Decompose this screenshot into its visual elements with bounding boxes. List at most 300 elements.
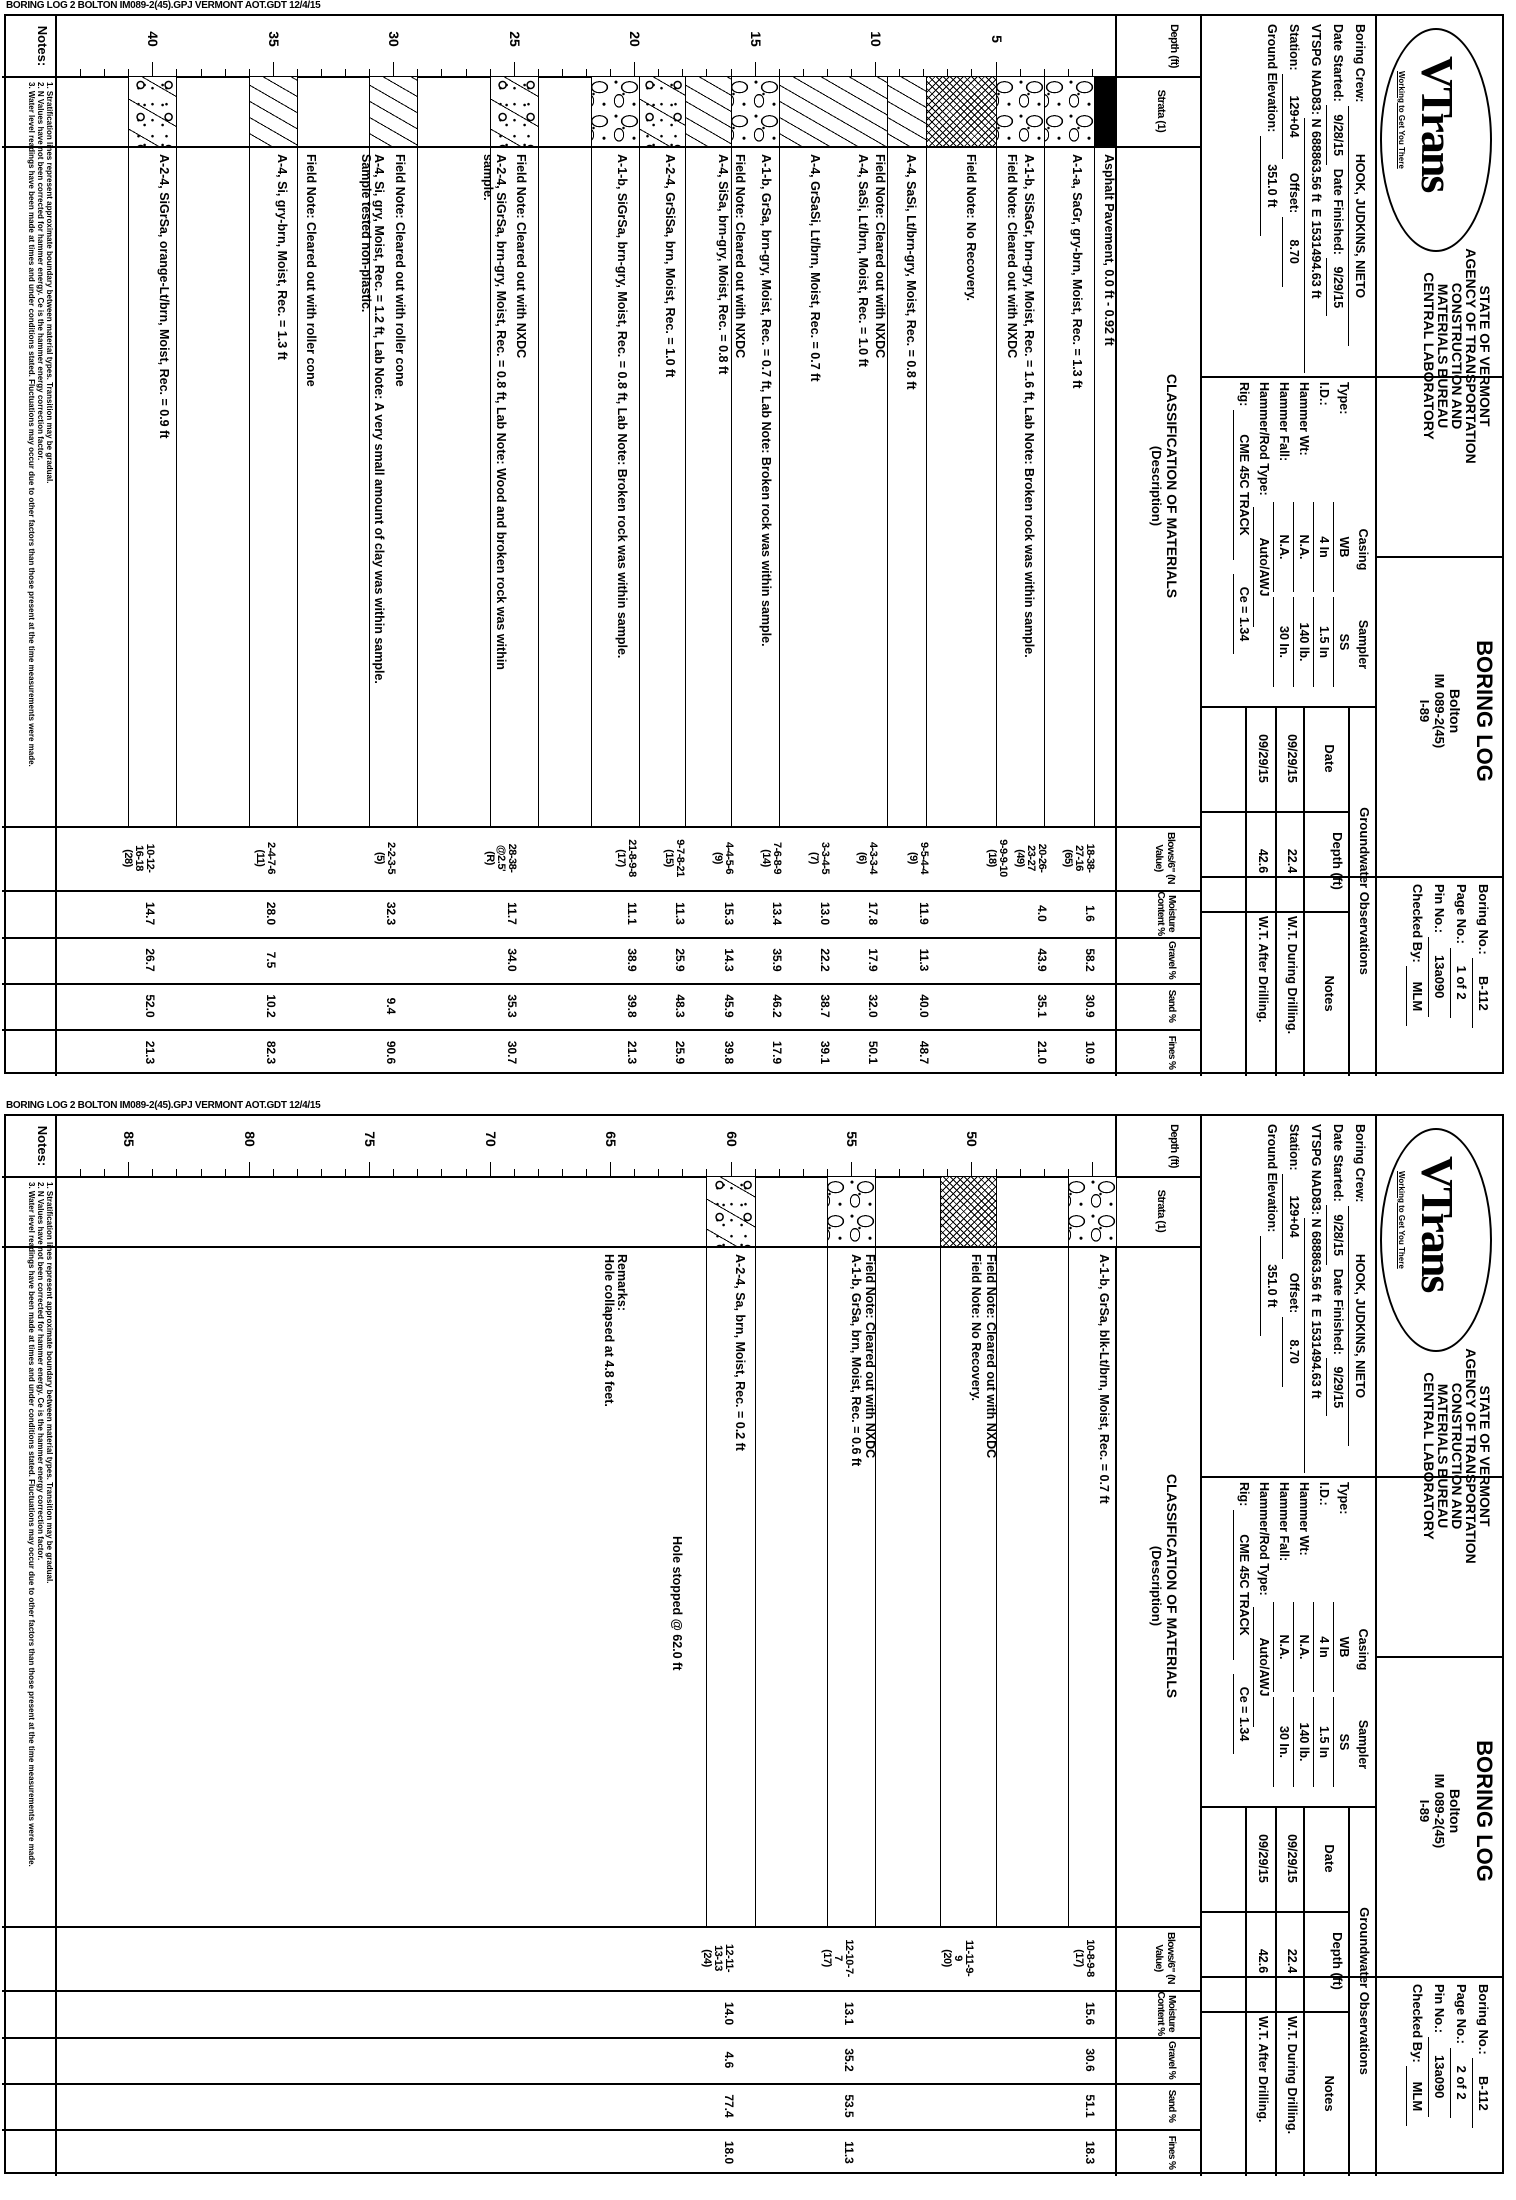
gw-depth-header: Depth (ft) xyxy=(1330,832,1345,890)
strata-boundary xyxy=(731,77,732,826)
northing-value: N 688863.56 ft xyxy=(1309,118,1323,202)
sample-moisture-value: 15.3 xyxy=(721,901,736,926)
checked-by-value: MLM xyxy=(1406,2066,1428,2126)
easting-value: E 1531494.63 ft xyxy=(1309,208,1323,299)
station-label: Station: xyxy=(1287,1124,1301,1171)
depth-tick xyxy=(393,1169,394,1176)
pin-no-label: Pin No.: xyxy=(1432,1984,1447,2034)
date-started-label: Date Started: xyxy=(1331,24,1345,102)
depth-tick xyxy=(466,69,467,76)
boring-no-value: B-112 xyxy=(1472,958,1494,1028)
sample-gravel-value: 17.9 xyxy=(866,948,881,972)
notes-label: Notes: xyxy=(35,25,50,67)
depth-tick-label: 70 xyxy=(482,1131,499,1147)
depth-tick xyxy=(947,1169,948,1176)
depth-tick-label: 50 xyxy=(964,1131,981,1147)
depth-tick xyxy=(851,69,852,76)
sample-gravel-value: 25.9 xyxy=(673,948,688,972)
footnotes: 1. Stratification lines represent approximate boundary between material types. Transition may be gradual. 2. N Values have not been corrected for hammer energy. Ce is the hammer energy correction factor. 3. Water level readings have been made at times and under conditions stated. Fluctuations may occur due to other factors than those present at the time measurements were made. xyxy=(27,82,54,767)
depth-tick-label: 75 xyxy=(362,1131,379,1147)
depth-tick xyxy=(803,69,804,76)
date-finished-label: Date Finished: xyxy=(1331,1268,1345,1355)
pin-no-value: 13a090 xyxy=(1428,2037,1450,2117)
sample-fines-value: 21.3 xyxy=(625,1040,640,1065)
pin-no-value: 13a090 xyxy=(1428,937,1450,1017)
type-label: Type: xyxy=(1337,382,1351,415)
depth-tick xyxy=(923,69,924,76)
checked-by-value: MLM xyxy=(1406,966,1428,1026)
depth-tick xyxy=(658,1169,659,1176)
sample-sand-value: 35.1 xyxy=(1034,994,1049,1018)
material-description: A-2-4, SiGrSa, orange-Lt/brn, Moist, Rec. = 0.9 ft xyxy=(157,154,172,439)
strata-boundary xyxy=(1094,77,1095,826)
boring-no-label: Boring No.: xyxy=(1476,1984,1491,2055)
ground-elevation-label: Ground Elevation: xyxy=(1265,24,1279,133)
boring-crew-label: Boring Crew: xyxy=(1353,24,1367,103)
strata-silt xyxy=(370,77,418,146)
depth-tick xyxy=(417,69,418,76)
depth-tick xyxy=(297,69,298,76)
depth-tick-label: 40 xyxy=(145,31,162,47)
type-label: Type: xyxy=(1337,1482,1351,1515)
checked-by-label: Checked By: xyxy=(1410,1984,1425,2063)
classification-column-header xyxy=(1149,146,1180,826)
rig-label: Rig: xyxy=(1237,1482,1251,1507)
strata-silt xyxy=(780,77,888,146)
depth-tick xyxy=(803,1169,804,1176)
casing-hammer-wt: N.A. xyxy=(1293,1602,1313,1692)
station-label: Station: xyxy=(1287,24,1301,71)
material-description: A-4, GrSaSi, Lt/brn, Moist, Rec. = 0.7 ft xyxy=(807,154,822,382)
sample-moisture-value: 4.0 xyxy=(1034,905,1049,922)
depth-tick xyxy=(996,1169,997,1176)
casing-id: 4 In xyxy=(1313,1602,1333,1692)
strata-silty-sand xyxy=(129,77,177,146)
date-finished-label: Date Finished: xyxy=(1331,168,1345,255)
classification-title: CLASSIFICATION OF MATERIALS xyxy=(1164,1473,1180,1699)
id-label: I.D.: xyxy=(1317,1482,1331,1506)
rig-value: CME 45C TRACK xyxy=(1233,1510,1253,1660)
sample-moisture-value: 32.3 xyxy=(384,901,399,926)
sample-blows-value: 12-11- 13-13 (24) xyxy=(700,1943,735,1973)
strata-boundary xyxy=(755,1177,756,1926)
depth-tick xyxy=(128,69,129,76)
agency-line: CENTRAL LABORATORY xyxy=(1421,272,1437,440)
groundwater-title: Groundwater Observations xyxy=(1357,1907,1372,2075)
depth-tick xyxy=(176,69,177,76)
material-description: A-1-b, SiGrSa, brn-gry, Moist, Rec. = 0.8 ft, Lab Note: Broken rock was within sample. xyxy=(614,154,629,659)
route: I-89 xyxy=(1417,1799,1432,1823)
depth-tick xyxy=(104,69,105,76)
depth-tick xyxy=(490,69,491,76)
sample-gravel-value: 22.2 xyxy=(817,948,832,972)
agency-block xyxy=(1422,156,1492,556)
depth-tick xyxy=(899,69,900,76)
agency-line: CENTRAL LABORATORY xyxy=(1421,1372,1437,1540)
sample-blows-value: 2-2-3-5 (5) xyxy=(374,842,398,874)
sample-fines-value: 11.3 xyxy=(842,2141,856,2164)
material-description: Field Note: Cleared out with NXDC xyxy=(513,154,528,359)
material-description: Field Note: Cleared out with roller cone xyxy=(304,154,319,387)
strata-boundary xyxy=(176,77,177,826)
sample-blows-value: 2-4-7-6 (11) xyxy=(253,842,277,874)
depth-tick xyxy=(273,1169,274,1176)
sample-blows-value: 7-6-8-9 (14) xyxy=(759,842,783,874)
sample-sand-value: 48.3 xyxy=(673,994,688,1018)
classification-column-header xyxy=(1149,1246,1180,1926)
depth-tick xyxy=(225,1169,226,1176)
notes-label: Notes: xyxy=(35,1125,50,1167)
depth-tick xyxy=(514,1169,515,1176)
depth-column-header: Depth (ft) xyxy=(1168,24,1180,68)
strata-boundary xyxy=(1116,1177,1117,1926)
sample-moisture-value: 17.8 xyxy=(866,901,881,926)
sample-sand-value: 40.0 xyxy=(916,994,931,1018)
gw-row-date: 09/29/15 xyxy=(1285,1834,1299,1883)
ground-elevation-value: 351.0 ft xyxy=(1260,136,1282,236)
sample-fines-value: 48.7 xyxy=(916,1040,931,1065)
sample-blows-value: 12-10-7- 7 (17) xyxy=(821,1939,855,1977)
depth-tick xyxy=(441,69,442,76)
boring-crew-value: HOOK, JUDKINS, NIETO xyxy=(1348,1206,1370,1446)
gw-notes-header: Notes xyxy=(1322,975,1337,1012)
sample-moisture-value: 13.1 xyxy=(842,2001,856,2026)
vtspg-label: VTSPG NAD83: xyxy=(1309,1124,1323,1215)
depth-tick xyxy=(996,62,997,76)
sample-fines-value: 10.9 xyxy=(1082,1040,1097,1065)
casing-hammer-wt: N.A. xyxy=(1293,502,1313,592)
strata-gravel xyxy=(1069,1177,1117,1246)
agency-line: CONSTRUCTION AND xyxy=(1449,1382,1465,1530)
strata-gravel xyxy=(592,77,640,146)
material-description: Field Note: Cleared out with NXDC xyxy=(863,1254,878,1459)
casing-type: WB xyxy=(1333,502,1353,592)
depth-tick xyxy=(201,69,202,76)
depth-tick xyxy=(682,69,683,76)
depth-tick xyxy=(56,1169,57,1176)
sample-sand-value: 46.2 xyxy=(769,994,784,1018)
date-started-value: 9/28/15 xyxy=(1326,105,1348,165)
depth-column-header: Depth (ft) xyxy=(1168,1124,1180,1168)
sample-moisture-value: 13.4 xyxy=(769,901,784,926)
moisture-column-header: Moisture Content % xyxy=(1155,891,1177,936)
sample-blows-value: 20-26- 23-27 (49) xyxy=(1013,843,1048,873)
strata-boundary xyxy=(417,77,418,826)
agency-line: STATE OF VERMONT xyxy=(1477,1385,1493,1527)
footnotes: 1. Stratification lines represent approximate boundary between material types. Transition may be gradual. 2. N Values have not been corrected for hammer energy. Ce is the hammer energy correction factor. 3. Water level readings have been made at times and under conditions stated. Fluctuations may occur due to other factors than those present at the time measurements were made. xyxy=(27,1182,54,1867)
depth-tick xyxy=(1044,69,1045,76)
sampler-hammer-wt: 140 lb. xyxy=(1293,597,1313,687)
gw-row-notes: W.T. During Drilling. xyxy=(1285,2016,1299,2135)
material-description: A-4, Si, gry, Moist, Rec. = 1.2 ft, Lab Note: A very small amount of clay was within sample. Sample tested non-plastic. xyxy=(358,154,386,684)
depth-tick xyxy=(731,1162,732,1176)
sample-moisture-value: 11.1 xyxy=(625,902,640,925)
depth-tick xyxy=(201,1169,202,1176)
strata-boundary xyxy=(249,77,250,826)
strata-boundary xyxy=(591,77,592,826)
station-value: 129+04 xyxy=(1282,74,1304,159)
depth-tick xyxy=(586,69,587,76)
strata-boundary xyxy=(940,1177,941,1926)
depth-tick xyxy=(1092,1162,1093,1176)
strata-boundary xyxy=(926,77,927,826)
gw-row-depth: 22.4 xyxy=(1285,848,1299,874)
groundwater-title: Groundwater Observations xyxy=(1357,807,1372,975)
gw-row-date: 09/29/15 xyxy=(1256,1834,1270,1883)
sample-blows-value: 4-3-3-4 (6) xyxy=(856,842,880,874)
title-block xyxy=(1417,556,1497,866)
pin-no-label: Pin No.: xyxy=(1432,884,1447,934)
material-description: Asphalt Pavement, 0.0 ft - 0.92 ft xyxy=(1101,154,1116,346)
sample-gravel-value: 34.0 xyxy=(504,948,519,972)
sample-blows-value: 28-38- @2.5' (R) xyxy=(483,843,518,873)
depth-tick xyxy=(538,69,539,76)
depth-tick-label: 35 xyxy=(265,31,282,47)
depth-tick xyxy=(369,1162,370,1176)
sample-sand-value: 52.0 xyxy=(143,994,158,1018)
depth-tick xyxy=(610,1162,611,1176)
sample-fines-value: 17.9 xyxy=(769,1040,784,1065)
agency-line: MATERIALS BUREAU xyxy=(1435,283,1451,429)
depth-tick xyxy=(1020,1169,1021,1176)
material-description: A-4, Si, gry-brn, Moist, Rec. = 1.3 ft xyxy=(275,154,290,360)
sample-blows-value: 11-11-9- 9 (20) xyxy=(941,1939,976,1977)
station-value: 129+04 xyxy=(1282,1174,1304,1259)
sample-fines-value: 50.1 xyxy=(866,1040,881,1065)
material-description: Field Note: Cleared out with roller cone xyxy=(393,154,408,387)
gw-row-depth: 42.6 xyxy=(1256,848,1270,874)
offset-label: Offset: xyxy=(1287,1272,1301,1314)
agency-line: MATERIALS BUREAU xyxy=(1435,1383,1451,1529)
depth-tick xyxy=(851,1162,852,1176)
sampler-type: SS xyxy=(1333,597,1353,687)
strata-boundary xyxy=(538,77,539,826)
depth-tick xyxy=(152,1169,153,1176)
depth-tick xyxy=(345,69,346,76)
sample-blows-value: 10-8-9-8 (17) xyxy=(1072,1939,1096,1977)
ground-elevation-label: Ground Elevation: xyxy=(1265,1124,1279,1233)
material-description: A-4, SaSi, Lt/brn-gry, Moist, Rec. = 0.8 ft xyxy=(904,154,919,390)
sheet-page-1 xyxy=(4,14,1504,1074)
sampler-hammer-fall: 30 In. xyxy=(1273,597,1293,687)
sample-sand-value: 38.7 xyxy=(817,994,832,1018)
sample-gravel-value: 14.3 xyxy=(721,948,736,972)
sample-gravel-value: 26.7 xyxy=(143,948,158,972)
agency-block xyxy=(1422,1256,1492,1656)
boring-no-label: Boring No.: xyxy=(1476,884,1491,955)
depth-tick xyxy=(369,69,370,76)
id-label: I.D.: xyxy=(1317,382,1331,406)
depth-tick-label: 85 xyxy=(121,1131,138,1147)
depth-tick xyxy=(345,1169,346,1176)
strata-boundary xyxy=(1116,77,1117,826)
gw-row-notes: W.T. After Drilling. xyxy=(1256,916,1270,1023)
gw-row-notes: W.T. After Drilling. xyxy=(1256,2016,1270,2123)
sample-gravel-value: 4.6 xyxy=(721,2051,736,2069)
agency-line: AGENCY OF TRANSPORTATION xyxy=(1463,248,1479,464)
strata-boundary xyxy=(996,77,997,826)
material-description: A-2-4, Sa, brn, Moist, Rec. = 0.2 ft xyxy=(733,1254,747,1451)
vtrans-logo-text: VTrans xyxy=(1412,56,1463,192)
depth-tick xyxy=(80,1169,81,1176)
boring-info xyxy=(1260,1124,1370,1474)
strata-column-header: Strata (1) xyxy=(1155,89,1167,133)
equipment-info xyxy=(1233,1482,1372,1802)
sampler-hammer-fall: 30 In. xyxy=(1273,1697,1293,1787)
strata-gravel xyxy=(828,1177,876,1246)
offset-value: 8.70 xyxy=(1282,1317,1304,1387)
strata-boundary xyxy=(128,77,129,826)
moisture-column-header: Moisture Content % xyxy=(1155,1991,1177,2036)
hammer-rod-label: Hammer/Rod Type: xyxy=(1257,382,1271,496)
material-description: A-1-b, GrSa, blk-Lt/brn, Moist, Rec. = 0.7 ft xyxy=(1096,1254,1111,1504)
sample-fines-value: 25.9 xyxy=(673,1040,688,1065)
strata-boundary xyxy=(1044,77,1045,826)
strata-silt xyxy=(686,77,732,146)
depth-tick xyxy=(971,69,972,76)
strata-boundary xyxy=(827,1177,828,1926)
gw-row-date: 09/29/15 xyxy=(1285,734,1299,783)
gw-depth-header: Depth (ft) xyxy=(1330,1932,1345,1990)
sand-column-header: Sand % xyxy=(1166,2089,1177,2123)
depth-tick xyxy=(562,1169,563,1176)
strata-silt xyxy=(888,77,927,146)
depth-tick xyxy=(1020,69,1021,76)
sample-moisture-value: 11.7 xyxy=(504,902,519,925)
sample-gravel-value: 11.3 xyxy=(916,948,931,972)
sample-gravel-value: 43.9 xyxy=(1034,948,1049,972)
depth-tick xyxy=(586,1169,587,1176)
strata-boundary xyxy=(639,77,640,826)
depth-tick xyxy=(441,1169,442,1176)
boring-log-title: BORING LOG xyxy=(1472,1740,1497,1882)
strata-boundary xyxy=(297,77,298,826)
hammer-rod-value: Auto/AWJ xyxy=(1253,507,1273,627)
sample-blows-value: 9-5-4-4 (9) xyxy=(906,842,930,874)
strata-boundary xyxy=(1068,1177,1069,1926)
project-number: IM 089-2(45) xyxy=(1432,1773,1447,1849)
material-description: A-4, SaSi, Lt/brn, Moist, Rec. = 1.0 ft xyxy=(855,154,870,367)
sample-blows-value: 9-9-9-10 (18) xyxy=(986,839,1010,877)
sample-sand-value: 53.5 xyxy=(842,2094,856,2118)
sampler-id: 1.5 In xyxy=(1313,597,1333,687)
depth-tick xyxy=(875,62,876,76)
sample-sand-value: 39.8 xyxy=(625,994,640,1018)
vtrans-tagline: Working to Get You There xyxy=(1397,1171,1406,1269)
depth-tick xyxy=(104,1169,105,1176)
blows-column-header: Blows/6" (N Value) xyxy=(1153,831,1177,885)
depth-tick xyxy=(56,69,57,76)
depth-tick xyxy=(466,1169,467,1176)
classification-subtitle: (Description) xyxy=(1149,445,1164,527)
depth-tick xyxy=(1068,1169,1069,1176)
sample-blows-value: 10-12- 16-18 (28) xyxy=(122,843,157,873)
sample-gravel-value: 30.6 xyxy=(1082,2048,1097,2072)
depth-tick xyxy=(1068,69,1069,76)
sampler-type: SS xyxy=(1333,1697,1353,1787)
depth-tick xyxy=(562,69,563,76)
title-block xyxy=(1417,1656,1497,1966)
depth-tick-label: 30 xyxy=(386,31,403,47)
strata-gravel xyxy=(1045,77,1095,146)
casing-hammer-fall: N.A. xyxy=(1273,1602,1293,1692)
depth-tick-label: 55 xyxy=(844,1131,860,1147)
depth-tick-label: 20 xyxy=(627,31,644,47)
gravel-column-header: Gravel % xyxy=(1166,2040,1177,2079)
vtspg-label: VTSPG NAD83: xyxy=(1309,24,1323,115)
hammer-rod-value: Auto/AWJ xyxy=(1253,1607,1273,1727)
depth-tick xyxy=(947,69,948,76)
material-description: Field Note: Cleared out with NXDC xyxy=(872,154,887,359)
strata-boundary xyxy=(779,77,780,826)
boring-crew-value: HOOK, JUDKINS, NIETO xyxy=(1348,106,1370,346)
material-description: Remarks: Hole collapsed at 4.8 feet. xyxy=(601,1254,629,1407)
sample-moisture-value: 15.6 xyxy=(1082,2001,1097,2026)
casing-header: Casing xyxy=(1356,1628,1370,1671)
strata-silty-sand xyxy=(491,77,539,146)
depth-tick-label: 25 xyxy=(506,31,523,47)
date-started-label: Date Started: xyxy=(1331,1124,1345,1202)
gw-row-date: 09/29/15 xyxy=(1256,734,1270,783)
boring-no-value: B-112 xyxy=(1472,2058,1494,2128)
strata-column-header: Strata (1) xyxy=(1155,1189,1167,1233)
material-description: A-2-4, SiGrSa, brn-gry, Moist, Rec. = 0.8 ft, Lab Note: Wood and broken rock was within sample. xyxy=(481,154,509,670)
sample-blows-value: 21-8-9-8 (17) xyxy=(615,839,639,877)
town: Bolton xyxy=(1447,688,1463,734)
rig-value: CME 45C TRACK xyxy=(1233,410,1253,560)
depth-tick xyxy=(706,69,707,76)
material-description: Field Note: No Recovery. xyxy=(969,1254,984,1402)
casing-id: 4 In xyxy=(1313,502,1333,592)
sampler-hammer-wt: 140 lb. xyxy=(1293,1697,1313,1787)
sample-sand-value: 30.9 xyxy=(1082,994,1097,1018)
material-description: A-1-a, SaGr, gry-brn, Moist, Rec. = 1.3 ft xyxy=(1070,154,1085,389)
sample-sand-value: 9.4 xyxy=(384,997,399,1015)
equipment-info xyxy=(1233,382,1372,702)
sample-fines-value: 21.0 xyxy=(1034,1040,1049,1065)
gw-notes-header: Notes xyxy=(1322,2075,1337,2112)
sample-moisture-value: 11.9 xyxy=(916,902,931,925)
strata-norecovery xyxy=(941,1177,996,1246)
route: I-89 xyxy=(1417,699,1432,723)
material-description: Field Note: Cleared out with NXDC xyxy=(1005,154,1020,359)
depth-tick xyxy=(779,69,780,76)
vtrans-logo-text: VTrans xyxy=(1412,1156,1463,1292)
sampler-header: Sampler xyxy=(1356,619,1370,670)
date-finished-value: 9/29/15 xyxy=(1326,1358,1348,1416)
depth-tick xyxy=(297,1169,298,1176)
depth-tick xyxy=(827,69,828,76)
northing-value: N 688863.56 ft xyxy=(1309,1218,1323,1302)
sample-sand-value: 35.3 xyxy=(504,994,519,1018)
boring-info xyxy=(1260,24,1370,374)
page-no-label: Page No.: xyxy=(1454,884,1469,944)
depth-tick xyxy=(610,69,611,76)
depth-tick xyxy=(682,1169,683,1176)
ce-value: Ce = 1.34 xyxy=(1233,574,1253,654)
strata-boundary xyxy=(706,1177,707,1926)
depth-tick xyxy=(273,62,274,76)
sample-sand-value: 10.2 xyxy=(263,994,278,1018)
sample-moisture-value: 11.3 xyxy=(673,902,688,925)
sample-fines-value: 39.1 xyxy=(817,1040,832,1065)
sample-gravel-value: 7.5 xyxy=(263,951,278,969)
strata-silt xyxy=(250,77,298,146)
depth-tick xyxy=(249,1162,250,1176)
page-no-label: Page No.: xyxy=(1454,1984,1469,2044)
ground-elevation-value: 351.0 ft xyxy=(1260,1236,1282,1336)
depth-tick xyxy=(875,1169,876,1176)
